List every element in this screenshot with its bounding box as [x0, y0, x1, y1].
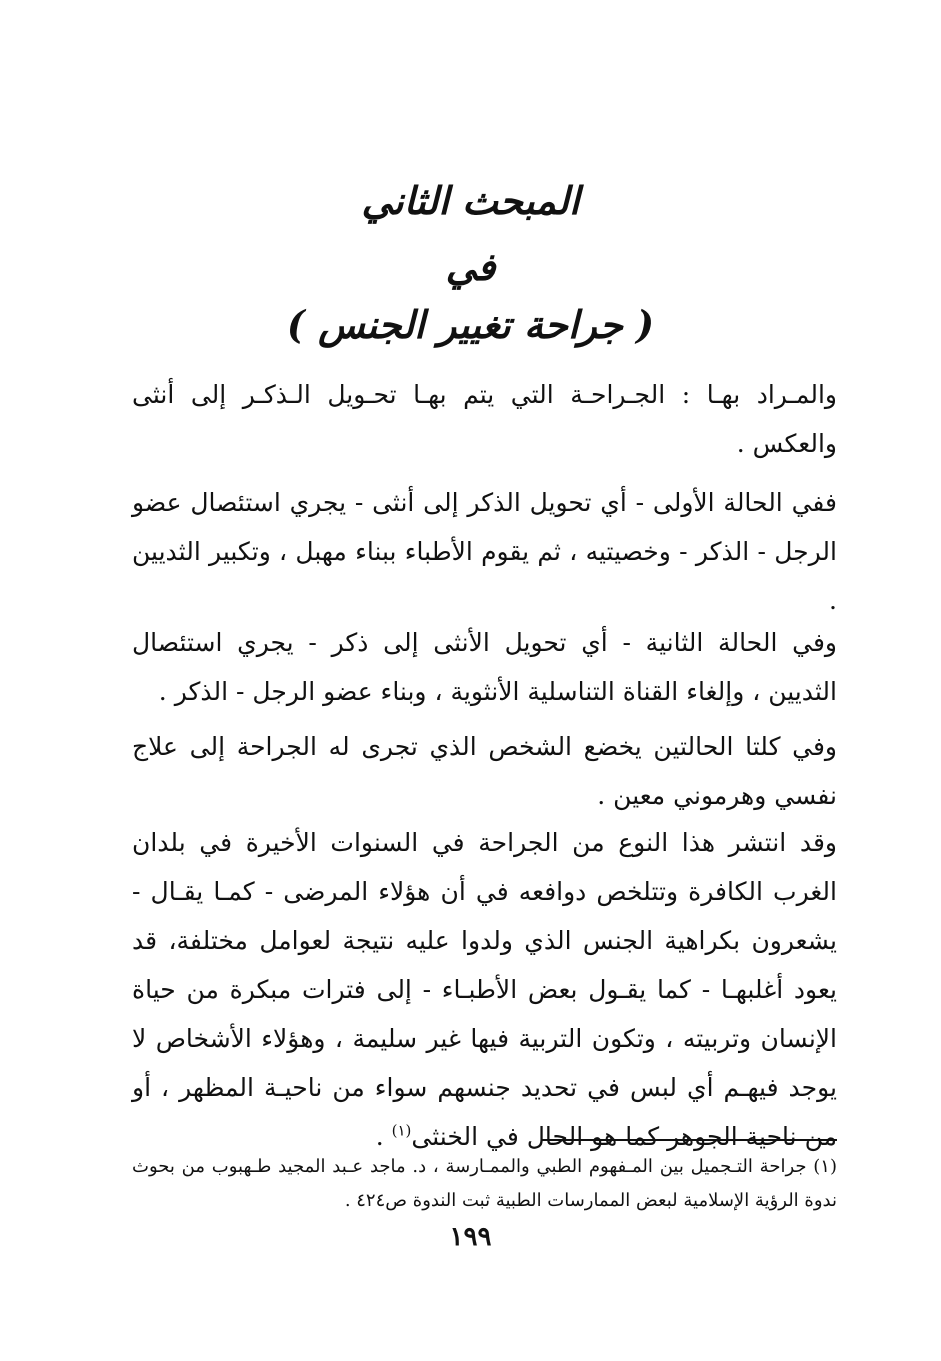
chapter-title-connector: في: [445, 244, 496, 289]
paragraph-definition: والمـراد بهـا : الجـراحـة التي يتم بهـا تحـويل الـذكـر إلى أنثى والعكس .: [132, 380, 837, 458]
footnote-divider: [541, 1139, 837, 1141]
footnote-reference[interactable]: (١): [391, 1121, 412, 1140]
footnote-text: (١) جراحة التـجميل بين المـفهوم الطبي والممـارسة ، د. ماجد عـبد المجيد طـهبوب من بحوث ندوة الرؤية الإسلامية لبعض الممارسات الطبية ثبت الندوة ص٤٢٤ .: [132, 1156, 837, 1211]
paragraph-spread: [132, 818, 837, 1161]
paragraph-spread-end: .: [375, 1122, 392, 1151]
page-number: ١٩٩: [449, 1222, 492, 1252]
chapter-subtitle: ( جراحة تغيير الجنس ): [286, 302, 655, 347]
chapter-title: المبحث الثاني: [361, 178, 580, 223]
paragraph-spread-text: وقد انتشر هذا النوع من الجراحة في السنوات الأخيرة في بلدان الغرب الكافرة وتتلخص دوافعه في أن هؤلاء المرضى - كمـا يقـال - يشعرون بكراهية الجنس الذي ولدوا عليه نتيجة لعوامل مختلفة، قد يعود أغلبهـا - كما يقـول بعض الأطبـاء - إلى فترات مبكرة من حياة الإنسان وتربيته ، وتكون التربية فيها غير سليمة ، وهؤلاء الأشخاص لا يوجد فيهـم أي لبس في تحديد جنسهم سواء من ناحيـة المظهر ، أو من ناحية الجوهر كما هو الحال في الخنثى: [132, 828, 837, 1151]
paragraph-first-case: ففي الحالة الأولى - أي تحويل الذكر إلى أنثى - يجري استئصال عضو الرجل - الذكر - وخصيتيه ، ثم يقوم الأطباء ببناء مهبل ، وتكبير الثديين .: [132, 488, 837, 615]
paragraph-treatment: وفي كلتا الحالتين يخضع الشخص الذي تجرى له الجراحة إلى علاج نفسي وهرموني معين .: [132, 732, 837, 810]
paragraph-second-case: وفي الحالة الثانية - أي تحويل الأنثى إلى ذكر - يجري استئصال الثديين ، وإلغاء القناة التناسلية الأنثوية ، وبناء عضو الرجل - الذكر .: [132, 628, 837, 706]
